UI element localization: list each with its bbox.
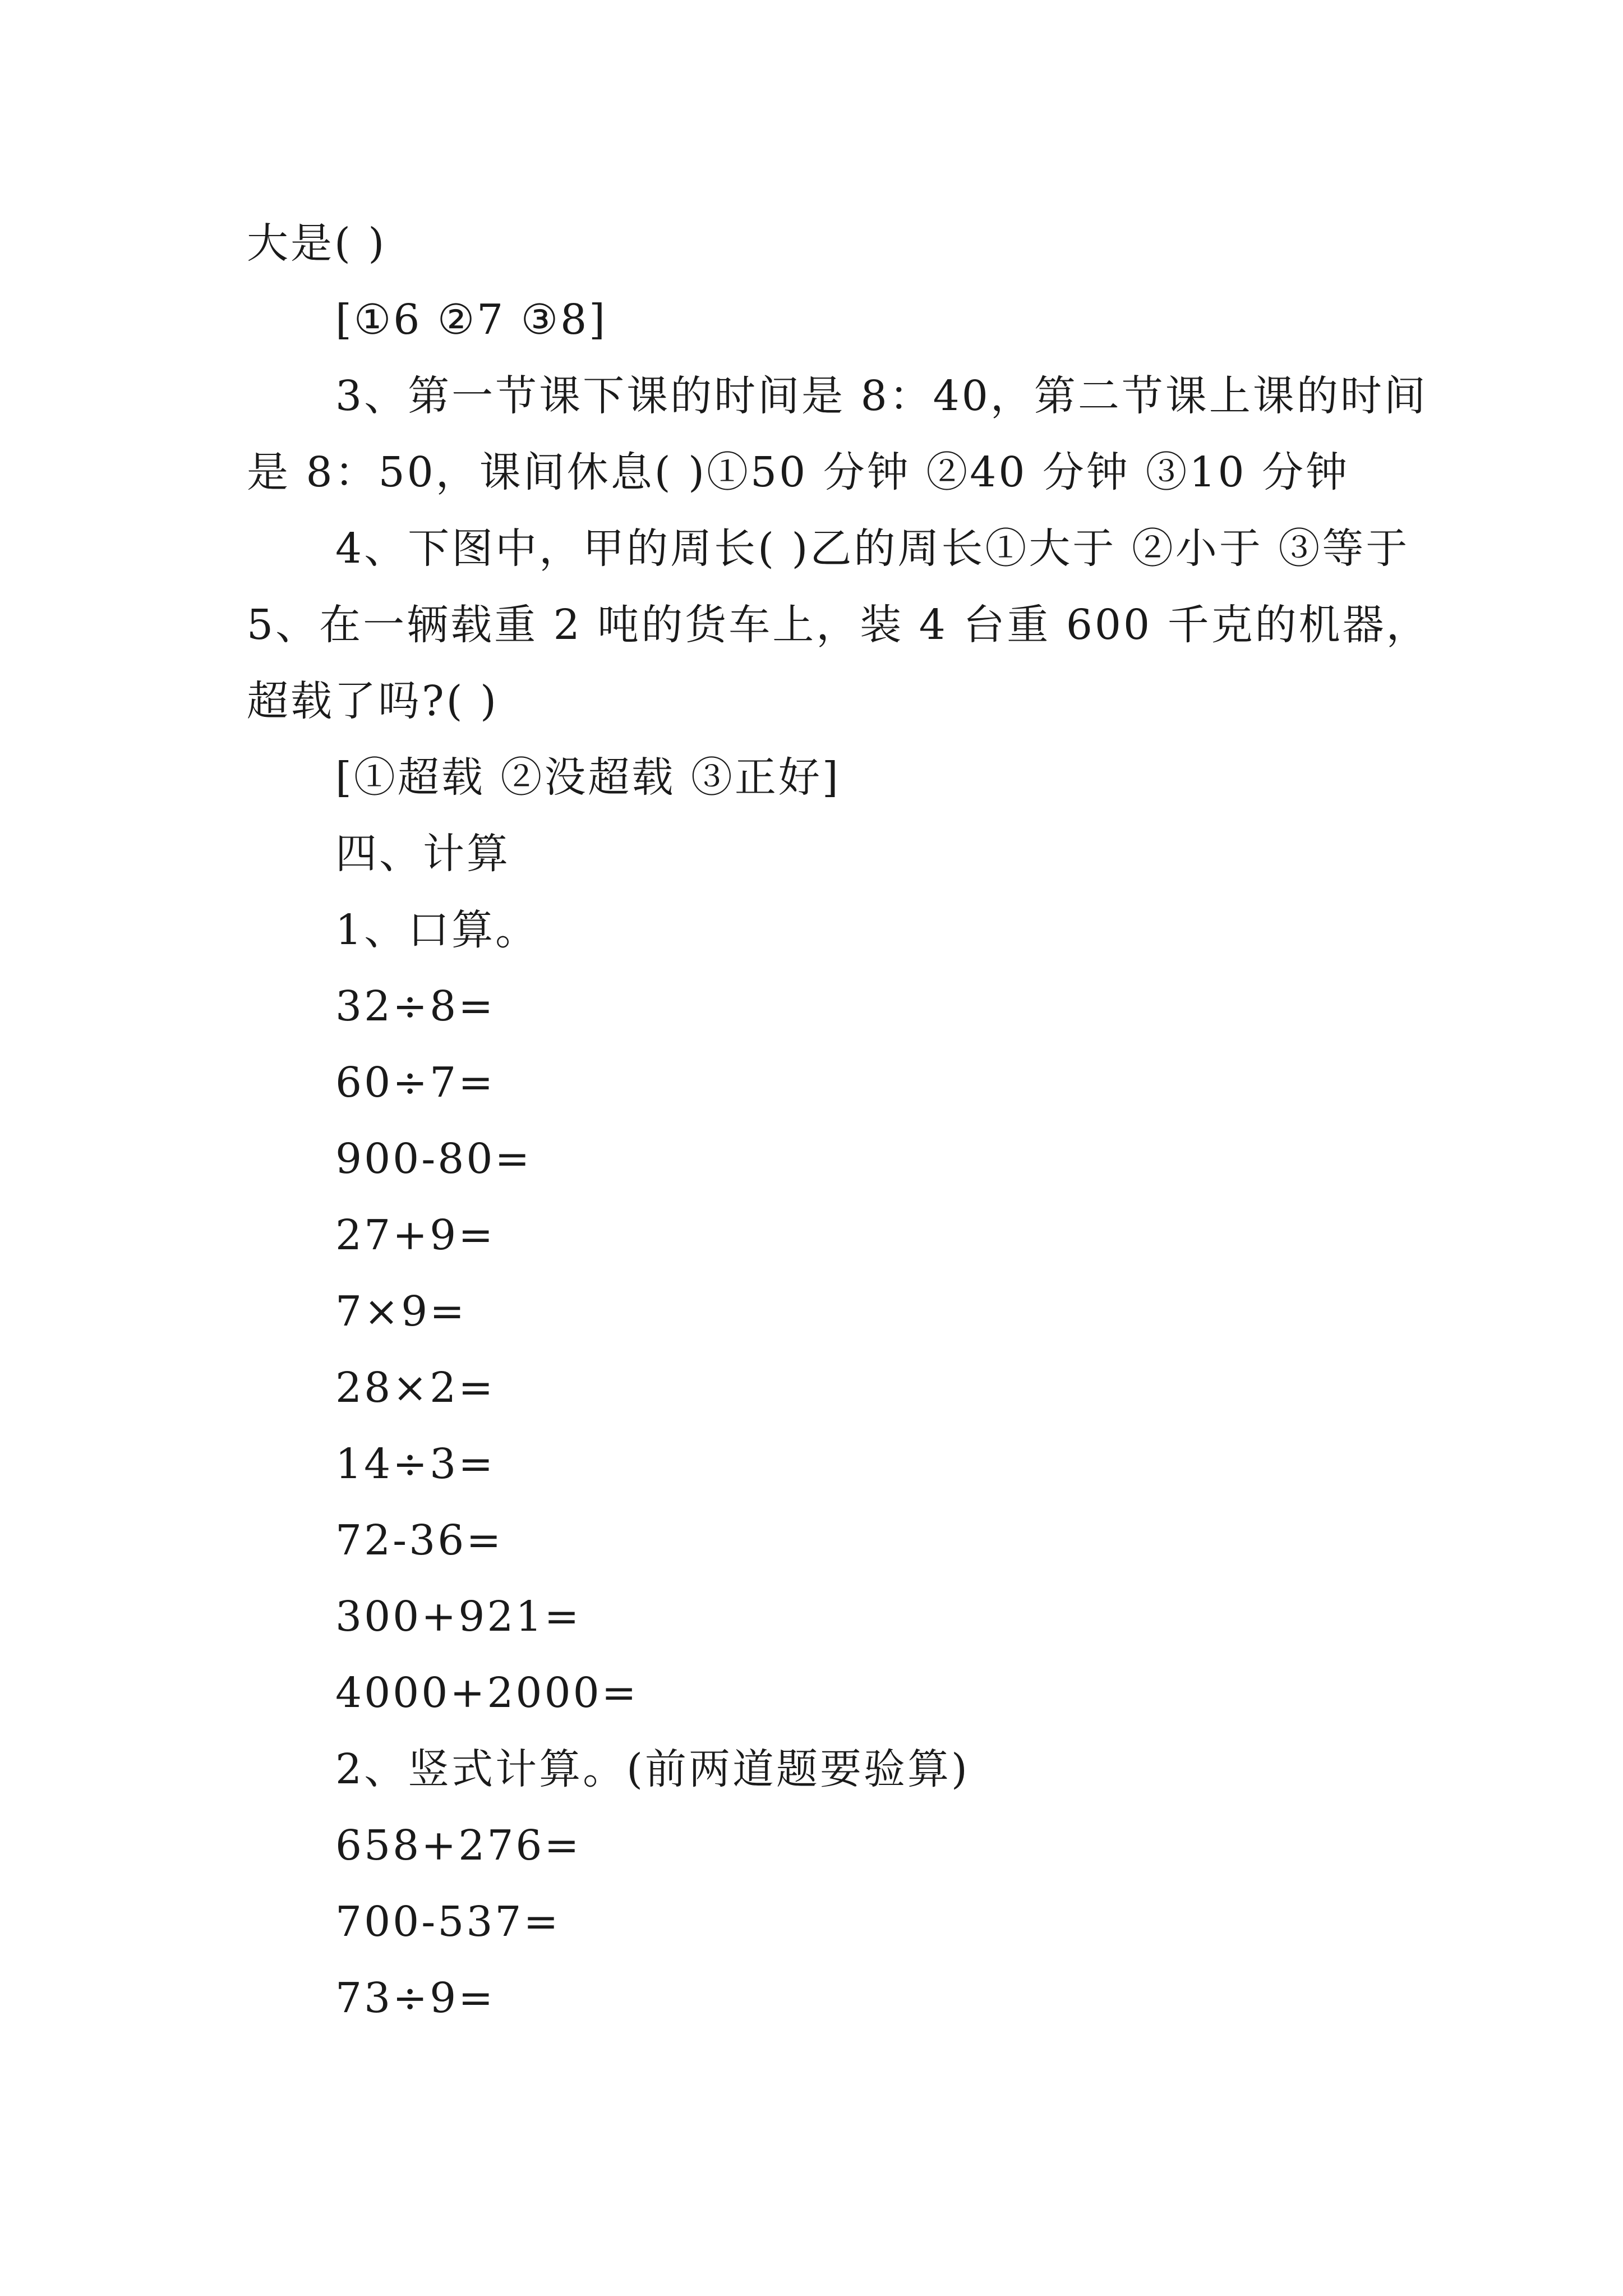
math-problem: 900-80= xyxy=(335,1135,532,1183)
question-3-line-2: 是 8：50，课间休息( )①50 分钟 ②40 分钟 ③10 分钟 xyxy=(247,448,1350,496)
section-heading-calculation: 四、计算 xyxy=(335,830,510,878)
math-problem: 60÷7= xyxy=(335,1059,496,1107)
question-2-continuation: 大是( ) xyxy=(247,219,387,268)
math-problem: 7×9= xyxy=(335,1287,467,1336)
math-problem: 300+921= xyxy=(335,1593,582,1641)
math-problem: 4000+2000= xyxy=(335,1669,639,1717)
subsection-vertical-calculation: 2、竖式计算。(前两道题要验算) xyxy=(335,1745,970,1793)
math-problem: 700-537= xyxy=(335,1898,561,1946)
question-4: 4、下图中，甲的周长( )乙的周长①大于 ②小于 ③等于 xyxy=(335,524,1410,573)
math-problem: 658+276= xyxy=(335,1821,582,1870)
math-problem: 14÷3= xyxy=(335,1440,496,1488)
question-5-line-1: 5、在一辆载重 2 吨的货车上，装 4 台重 600 千克的机器， xyxy=(247,601,1430,649)
math-problem: 32÷8= xyxy=(335,982,496,1030)
math-problem: 72-36= xyxy=(335,1516,504,1565)
math-problem: 27+9= xyxy=(335,1211,496,1259)
question-5-options: [①超载 ②没超载 ③正好] xyxy=(335,753,841,802)
question-2-options: [①6 ②7 ③8] xyxy=(335,296,608,344)
question-5-line-2: 超载了吗?( ) xyxy=(247,677,499,725)
question-3-line-1: 3、第一节课下课的时间是 8：40，第二节课上课的时间 xyxy=(335,372,1428,420)
math-problem: 73÷9= xyxy=(335,1974,496,2022)
subsection-mental-math: 1、口算。 xyxy=(335,906,540,954)
math-problem: 28×2= xyxy=(335,1364,496,1412)
